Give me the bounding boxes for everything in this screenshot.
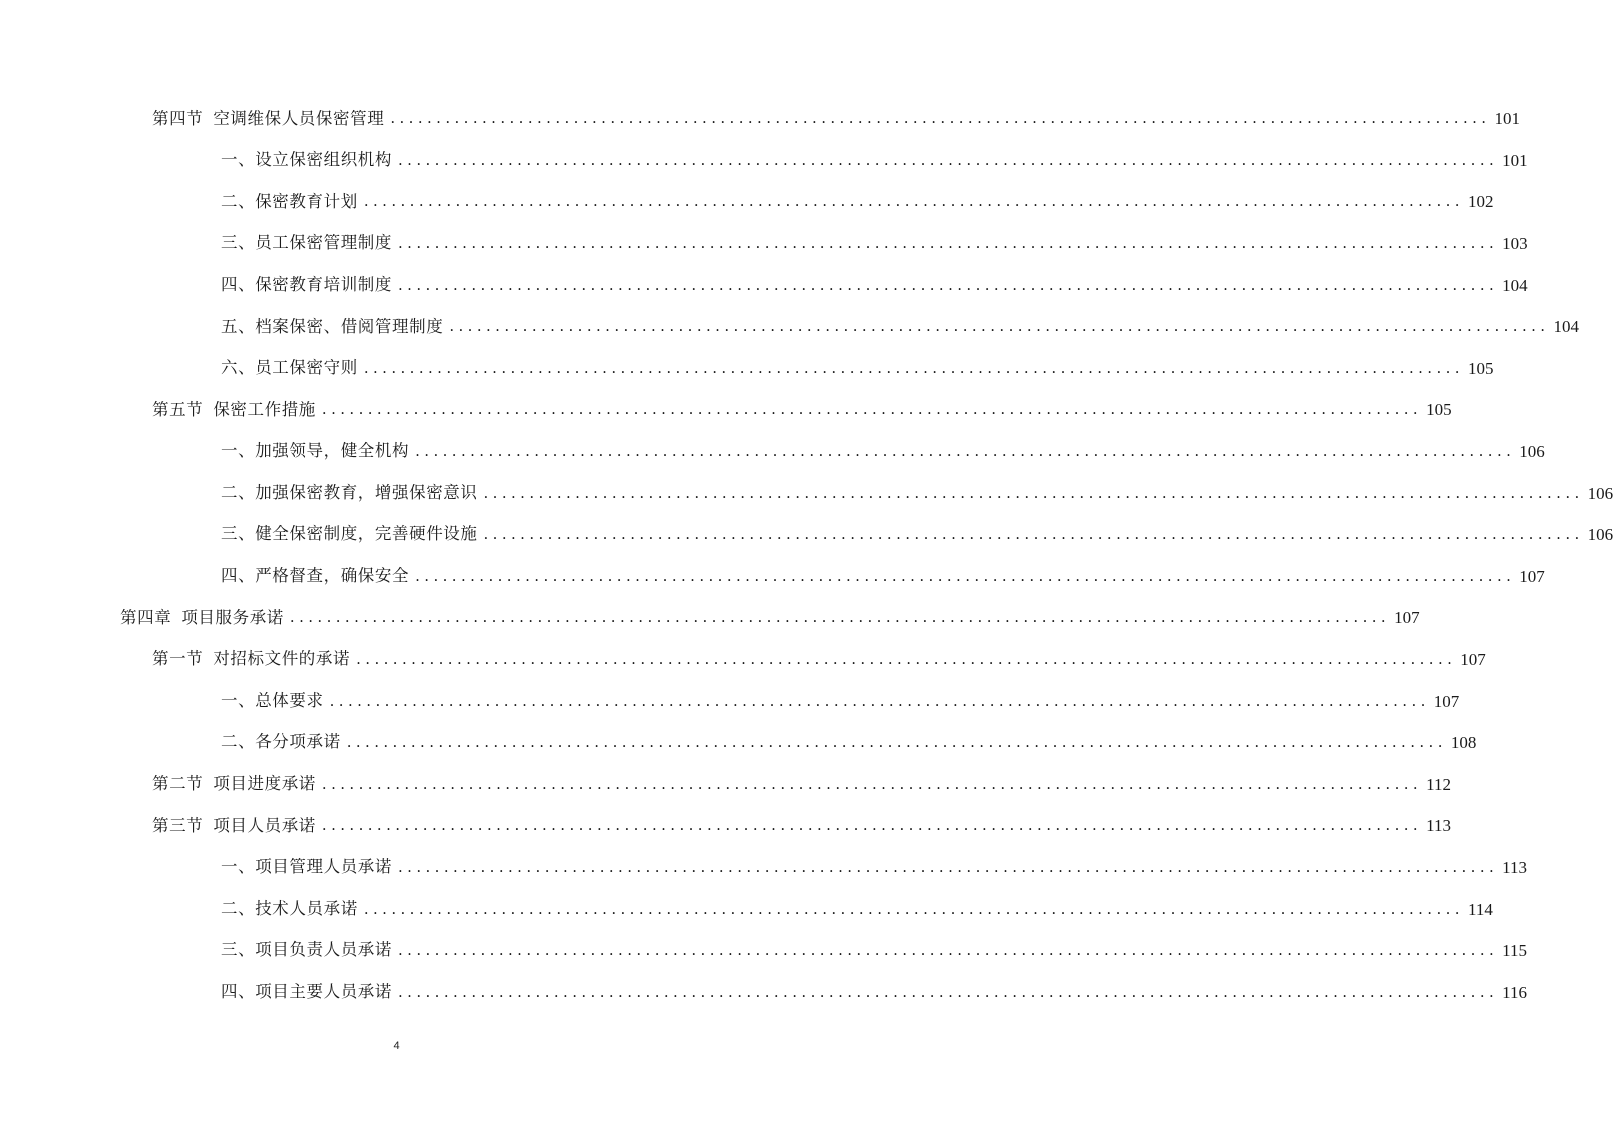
toc-entry-page: 108 [1450, 733, 1477, 753]
toc-entry[interactable] [0, 930, 1528, 972]
toc-entry-title [152, 108, 385, 128]
toc-leader-dots: ........................................................................................................................ [415, 442, 1516, 461]
toc-entry[interactable] [0, 223, 1528, 265]
toc-entry-text: 一、设立保密组织机构 [221, 150, 392, 170]
toc-entry-text: 四、严格督查，确保安全 [221, 566, 410, 586]
toc-leader-dots: ........................................................................................................................ [449, 317, 1550, 336]
toc-entry-title [120, 607, 284, 627]
toc-entry-number: 第一节 [152, 649, 204, 669]
toc-entry-text: 二、加强保密教育，增强保密意识 [221, 482, 478, 502]
toc-entry-text: 对招标文件的承诺 [213, 649, 351, 669]
toc-leader-dots: ........................................................................................................................ [321, 774, 1423, 793]
toc-entry-page: 106 [1519, 442, 1545, 462]
toc-entry-text: 项目进度承诺 [213, 774, 316, 794]
toc-entry-page: 107 [1394, 608, 1420, 628]
toc-entry-page: 105 [1426, 400, 1452, 420]
toc-entry-page: 114 [1467, 899, 1493, 919]
toc-entry-text: 四、保密教育培训制度 [221, 274, 392, 294]
toc-entry-text: 六、员工保密守则 [221, 358, 358, 378]
toc-entry-text: 二、保密教育计划 [221, 191, 358, 211]
toc-leader-dots: ........................................................................................................................ [483, 483, 1584, 502]
toc-entry-title [221, 482, 478, 502]
toc-entry[interactable] [0, 514, 1613, 556]
toc-entry-text: 空调维保人员保密管理 [213, 108, 385, 128]
toc-leader-dots: ........................................................................................................................ [363, 899, 1464, 918]
toc-entry-page: 116 [1502, 982, 1528, 1002]
toc-entry-page: 112 [1426, 774, 1451, 794]
toc-leader-dots: ........................................................................................................................ [398, 941, 1499, 960]
toc-entry-page: 113 [1426, 816, 1451, 836]
toc-entry-text: 项目人员承诺 [213, 815, 316, 835]
toc-entry-title [152, 651, 350, 668]
toc-entry-title [221, 191, 358, 211]
toc-entry[interactable] [0, 805, 1451, 847]
toc-entry-number: 第三节 [152, 815, 204, 835]
toc-entry-text: 二、技术人员承诺 [221, 898, 358, 918]
toc-entry[interactable] [0, 971, 1528, 1013]
toc-entry-page: 107 [1460, 650, 1486, 670]
toc-entry-title [221, 859, 392, 876]
toc-leader-dots: ........................................................................................................................ [398, 275, 1499, 294]
toc-leader-dots: ........................................................................................................................ [415, 566, 1516, 585]
toc-leader-dots: ........................................................................................................................ [346, 733, 1447, 752]
toc-entry-text: 三、员工保密管理制度 [221, 233, 392, 253]
toc-entry-text: 二、各分项承诺 [221, 732, 341, 752]
table-of-contents [0, 98, 1613, 1013]
toc-entry-page: 113 [1502, 857, 1528, 877]
toc-entry[interactable] [0, 140, 1528, 182]
toc-entry-title [221, 316, 444, 336]
toc-entry-title [221, 942, 392, 959]
toc-entry-title [221, 360, 358, 377]
toc-entry[interactable] [0, 764, 1451, 806]
toc-entry[interactable] [0, 722, 1477, 764]
page-number: 4 [393, 1040, 400, 1052]
toc-entry-title [152, 776, 316, 793]
toc-entry-page: 106 [1587, 525, 1613, 545]
toc-entry-title [221, 235, 392, 252]
toc-entry-title [221, 690, 324, 710]
toc-entry[interactable] [0, 181, 1494, 223]
toc-entry-page: 102 [1467, 192, 1494, 212]
toc-leader-dots: ........................................................................................................................ [398, 150, 1499, 169]
toc-entry-page: 104 [1502, 275, 1528, 295]
toc-leader-dots: ........................................................................................................................ [398, 857, 1499, 876]
toc-entry-page: 106 [1587, 483, 1613, 503]
toc-entry[interactable] [0, 639, 1486, 681]
toc-entry-text: 保密工作措施 [213, 399, 316, 419]
toc-entry[interactable] [0, 556, 1545, 598]
toc-entry[interactable] [0, 472, 1613, 514]
toc-entry[interactable] [0, 389, 1452, 431]
toc-entry-text: 项目服务承诺 [181, 607, 284, 627]
toc-entry-text: 一、项目管理人员承诺 [221, 857, 392, 877]
toc-entry-page: 103 [1502, 234, 1528, 254]
toc-entry-text: 一、加强领导，健全机构 [221, 441, 410, 461]
toc-entry-title [221, 443, 409, 460]
toc-entry-page: 107 [1519, 566, 1545, 586]
toc-entry-number: 第四章 [120, 607, 172, 627]
toc-entry-title [221, 734, 341, 751]
toc-entry-number: 第二节 [152, 774, 204, 794]
toc-leader-dots: ........................................................................................................................ [321, 816, 1423, 835]
toc-entry-title [152, 815, 316, 835]
toc-entry-title [221, 152, 392, 169]
toc-leader-dots: ........................................................................................................................ [356, 650, 1457, 669]
toc-entry-title [221, 898, 358, 918]
toc-entry-title [221, 568, 409, 585]
toc-entry-number: 第五节 [152, 399, 204, 419]
toc-entry-page: 107 [1433, 691, 1460, 711]
toc-leader-dots: ........................................................................................................................ [390, 109, 1491, 128]
toc-entry[interactable] [0, 98, 1520, 140]
toc-leader-dots: ........................................................................................................................ [329, 691, 1430, 710]
toc-leader-dots: ........................................................................................................................ [363, 192, 1464, 211]
toc-leader-dots: ........................................................................................................................ [483, 525, 1584, 544]
toc-entry-page: 101 [1502, 150, 1528, 170]
toc-entry-page: 101 [1494, 109, 1520, 129]
toc-entry-text: 三、健全保密制度，完善硬件设施 [221, 524, 478, 544]
toc-leader-dots: ........................................................................................................................ [398, 982, 1499, 1001]
toc-entry[interactable] [0, 306, 1579, 348]
toc-leader-dots: ........................................................................................................................ [289, 608, 1391, 627]
toc-entry[interactable] [0, 888, 1493, 930]
toc-leader-dots: ........................................................................................................................ [321, 400, 1423, 419]
toc-entry-page: 104 [1553, 317, 1579, 337]
toc-entry-text: 三、项目负责人员承诺 [221, 940, 392, 960]
toc-entry[interactable] [0, 680, 1460, 722]
toc-entry-page: 105 [1467, 358, 1494, 378]
toc-entry-title [221, 984, 392, 1001]
toc-entry[interactable] [0, 431, 1545, 473]
toc-entry-text: 四、项目主要人员承诺 [221, 982, 392, 1002]
toc-entry[interactable] [0, 597, 1420, 639]
toc-entry-page: 115 [1502, 941, 1528, 961]
toc-entry-title [152, 399, 316, 419]
toc-entry-number: 第四节 [152, 108, 204, 128]
toc-entry[interactable] [0, 264, 1528, 306]
toc-entry-title [221, 274, 392, 294]
toc-entry-text: 一、总体要求 [221, 690, 324, 710]
toc-leader-dots: ........................................................................................................................ [363, 358, 1464, 377]
toc-entry[interactable] [0, 847, 1528, 889]
toc-leader-dots: ........................................................................................................................ [398, 234, 1499, 253]
toc-entry-text: 五、档案保密、借阅管理制度 [221, 316, 444, 336]
toc-entry[interactable] [0, 348, 1494, 390]
toc-entry-title [221, 526, 478, 543]
